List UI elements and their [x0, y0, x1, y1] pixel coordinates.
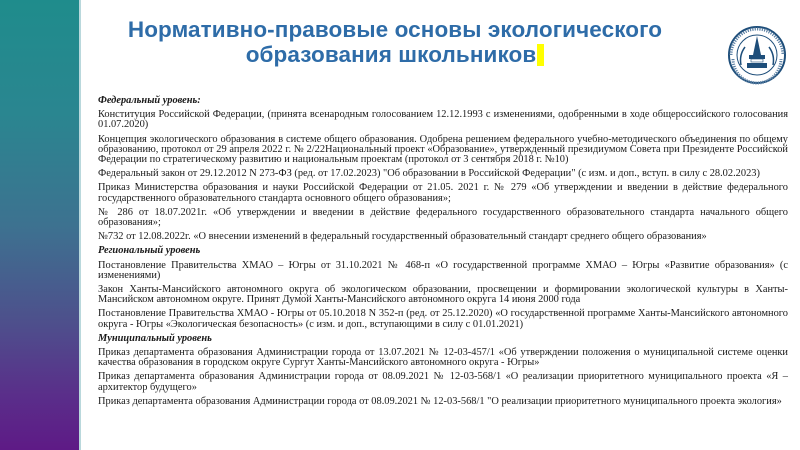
list-item: Приказ департамента образования Администрации города от 08.09.2021 № 12-03-568/1 "О реализации приоритетного муниципального проекта экология» — [98, 395, 782, 407]
title-line-2-text: образования школьников — [245, 42, 537, 67]
university-seal-icon — [727, 25, 787, 85]
list-item: Приказ департамента образования Администрации города от 08.09.2021 № 12-03-568/1 «О реализации приоритетного муниципального проекта «Я – архитектор будущего» — [98, 371, 788, 393]
text-cursor-highlight — [537, 44, 544, 66]
decorative-gradient-sidebar — [0, 0, 79, 450]
section-heading-municipal: Муниципальный уровень — [98, 332, 212, 344]
section-heading-regional: Региональный уровень — [98, 245, 201, 257]
list-item: Конституция Российской Федерации, (принята всенародным голосованием 12.12.1993 с изменениями, одобренными в ходе общероссийского голосования 01.07.2020) — [98, 109, 788, 131]
list-item: № 286 от 18.07.2021г. «Об утверждении и введении в действие федерального государственного образовательного стандарта начального общего образования»; — [98, 206, 788, 229]
title-line-1: Нормативно-правовые основы экологического — [127, 17, 663, 42]
list-item: Закон Ханты-Мансийского автономного округа об экологическом образовании, просвещении и формировании экологической культуры в Ханты-Мансийском автономном округе. Принят Думой Ханты-Мансийского автономного округа 14 июня 2000 года — [98, 284, 788, 306]
sidebar-edge-line — [79, 0, 81, 450]
slide-title — [110, 17, 680, 67]
list-item: Федеральный закон от 29.12.2012 N 273-ФЗ (ред. от 17.02.2023) "Об образовании в Российской Федерации" (с изм. и доп., вступ. в силу с 28.02.2023) — [98, 168, 760, 180]
title-line-2 — [110, 42, 680, 67]
list-item: №732 от 12.08.2022г. «О внесении изменений в федеральный государственный образовательный стандарт среднего общего образования» — [98, 231, 707, 243]
section-heading-federal: Федеральный уровень: — [98, 95, 201, 106]
list-item: Приказ департамента образования Администрации города от 13.07.2021 № 12-03-457/1 «Об утверждении положения о муниципальной системе оценки качества образования в городском округе Сургут Ханты-Мансийского автономного округа - Югры» — [98, 347, 788, 369]
list-item: Приказ Министерства образования и науки Российской Федерации от 21.05. 2021 г. № 279 «Об утверждении и введении в действие федерального государственного образовательного стандарта основного общего образования»; — [98, 182, 788, 204]
legal-basis-list — [98, 96, 788, 411]
list-item: Концепция экологического образования в системе общего образования. Одобрена решением федерального учебно-методического объединения по общему образованию, протокол от 29 апреля 2022 г. № 2/22Национальный проект «Образование», утвержденный президиумом Совета при Президенте Российской Федерации по стратегическому развитию и национальным проектам (протокол от 3 сентября 2018 г. №10) — [98, 133, 788, 166]
list-item: Постановление Правительства ХМАО – Югры от 31.10.2021 № 468-п «О государственной программе ХМАО – Югры «Развитие образования» (с изменениями) — [98, 259, 788, 281]
list-item: Постановление Правительства ХМАО - Югры от 05.10.2018 N 352-п (ред. от 25.12.2020) «О государственной программе Ханты-Мансийского автономного округа - Югры «Экологическая безопасность» (с изм. и доп., вступающими в силу с 01.01.2021) — [98, 308, 788, 330]
